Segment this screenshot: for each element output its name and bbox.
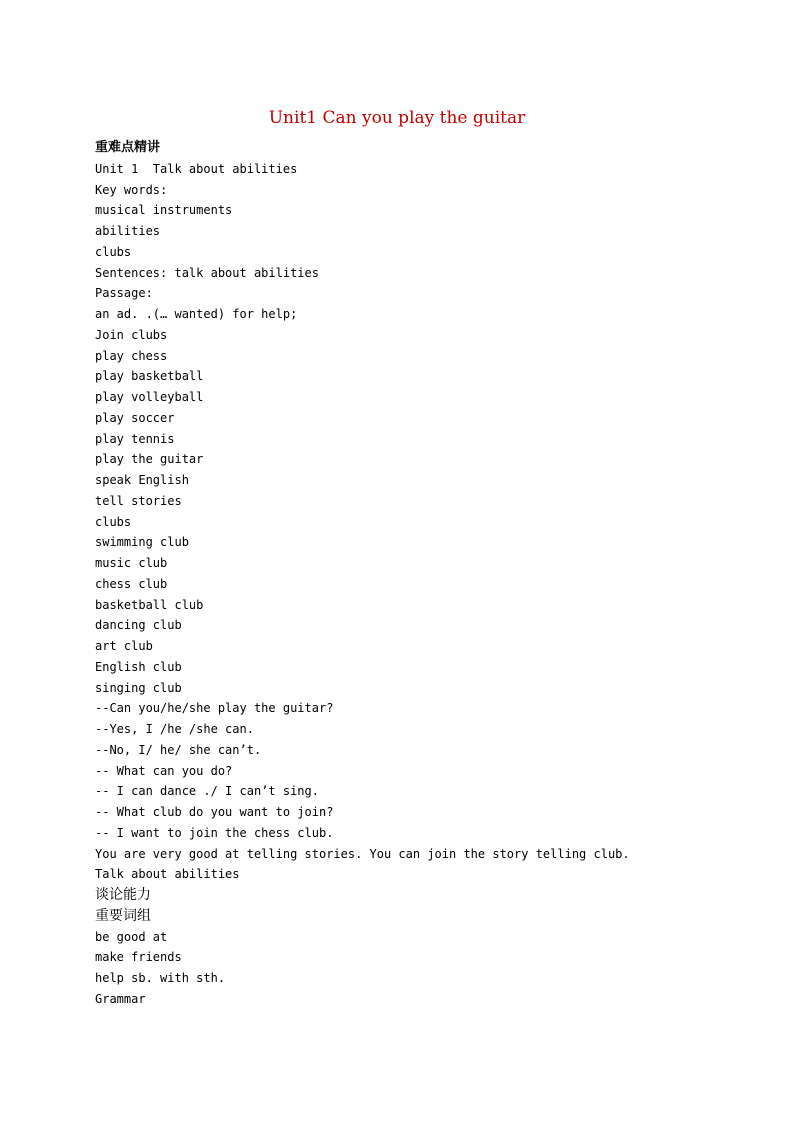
text-line: basketball club (95, 597, 204, 612)
text-line: 谈论能力 (95, 887, 151, 903)
text-line: abilities (95, 224, 161, 238)
document-title: Unit1 Can you play the guitar (268, 108, 526, 128)
text-line: play tennis (95, 431, 175, 446)
text-line: musical instruments (95, 203, 233, 218)
text-line: --Yes, I /he /she can. (95, 722, 254, 736)
text-line: tell stories (95, 493, 182, 508)
text-line: be good at (95, 929, 168, 944)
text-line: make friends (95, 950, 182, 965)
text-line: --No, I/ he/ she can’t. (95, 742, 262, 757)
text-line: Talk about abilities (95, 867, 240, 882)
text-line: play soccer (95, 410, 175, 425)
text-line: You are very good at telling stories. You can join the story telling club. (95, 846, 630, 861)
text-line: swimming club (95, 535, 189, 550)
section-heading: 重难点精讲 (95, 140, 161, 155)
text-line: play volleyball (95, 390, 204, 404)
text-line: an ad. .(… wanted) for help; (95, 307, 298, 321)
text-line: Sentences: talk about abilities (95, 265, 319, 280)
text-line: Passage: (95, 286, 153, 301)
text-line: -- I can dance ./ I can’t sing. (95, 784, 319, 799)
text-line: chess club (95, 576, 168, 591)
text-line: Key words: (95, 182, 168, 197)
text-line: speak English (95, 473, 189, 487)
text-line: -- What club do you want to join? (95, 805, 334, 819)
text-line: Grammar (95, 991, 146, 1006)
text-line: -- What can you do? (95, 763, 233, 778)
text-line: art club (95, 639, 153, 653)
text-line: --Can you/he/she play the guitar? (95, 701, 334, 716)
text-line: help sb. with sth. (95, 971, 226, 985)
text-line: play the guitar (95, 452, 204, 467)
text-line: English club (95, 659, 182, 674)
text-line: 重要词组 (95, 907, 151, 924)
text-line: Join clubs (95, 327, 168, 342)
text-line: Unit 1 Talk about abilities (95, 161, 298, 176)
text-line: clubs (95, 514, 132, 529)
text-line: singing club (95, 680, 182, 695)
text-line: music club (95, 556, 168, 570)
text-line: play chess (95, 348, 168, 363)
text-line: play basketball (95, 369, 204, 384)
text-line: -- I want to join the chess club. (95, 825, 334, 840)
text-line: clubs (95, 244, 132, 259)
document-body (95, 138, 735, 1010)
text-line: dancing club (95, 618, 182, 633)
